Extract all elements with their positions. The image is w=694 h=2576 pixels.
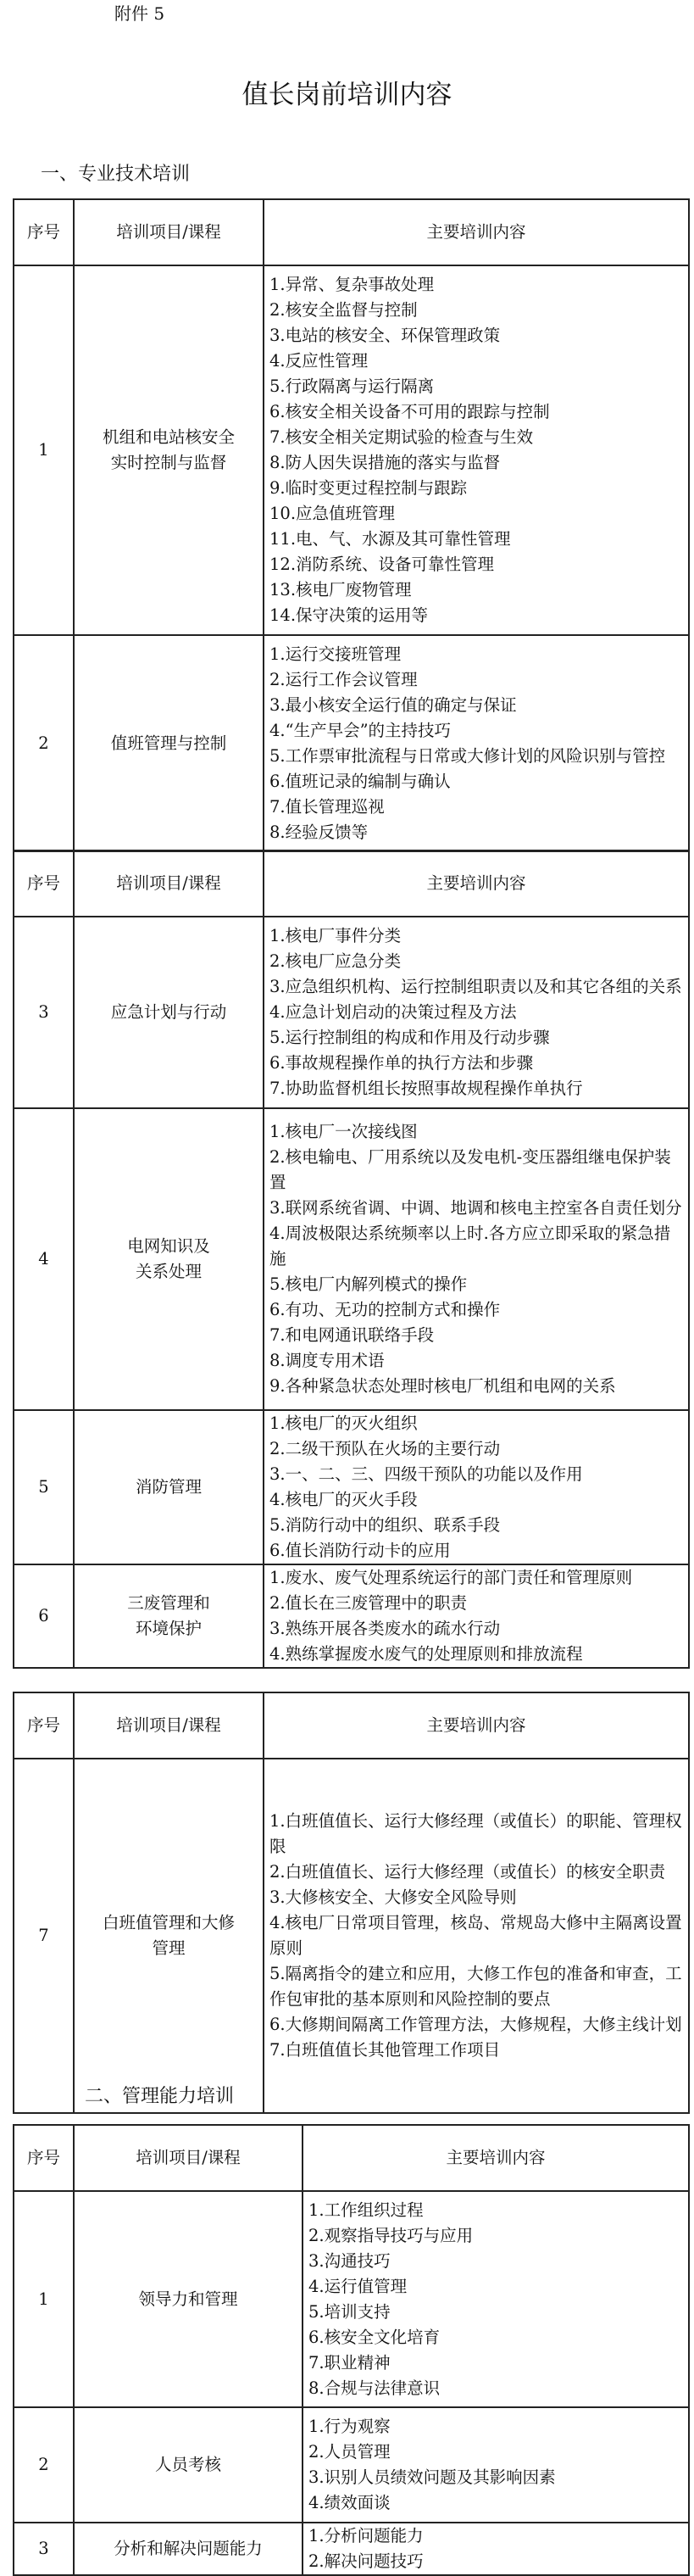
training-table-1	[13, 198, 690, 852]
content-item: 4.核电厂日常项目管理，核岛、常规岛大修中主隔离设置原则	[269, 1913, 682, 1958]
content-item: 7.值长管理巡视	[269, 796, 385, 817]
content-item: 5.消防行动中的组织、联系手段	[269, 1515, 501, 1535]
training-content	[264, 635, 689, 851]
row-number: 2	[14, 2407, 74, 2523]
content-item: 2.核电输电、厂用系统以及发电机-变压器组继电保护装置	[269, 1147, 671, 1192]
content-item: 1.分析问题能力	[308, 2526, 424, 2545]
training-item-line: 三废管理和	[127, 1593, 210, 1613]
training-item-line: 白班值管理和大修	[102, 1913, 235, 1932]
content-item: 4.熟练掌握废水废气的处理原则和排放流程	[269, 1644, 583, 1664]
content-item: 2.二级干预队在火场的主要行动	[269, 1439, 501, 1458]
content-item: 1.废水、废气处理系统运行的部门责任和管理原则	[269, 1568, 633, 1587]
content-list	[269, 642, 683, 845]
content-item: 3.应急组织机构、运行控制组职责以及和其它各组的关系	[269, 977, 682, 996]
content-item: 9.各种紧急状态处理时核电厂机组和电网的关系	[269, 1376, 616, 1396]
content-item: 2.白班值值长、运行大修经理（或值长）的核安全职责	[269, 1862, 666, 1882]
content-list	[269, 1565, 683, 1667]
table-header-row	[14, 2125, 689, 2191]
table-row	[14, 917, 689, 1108]
training-item	[74, 635, 264, 851]
training-item	[74, 2523, 303, 2575]
row-number: 4	[14, 1108, 74, 1410]
table-row	[14, 1410, 689, 1564]
content-item: 11.电、气、水源及其可靠性管理	[269, 529, 511, 549]
training-item-line: 分析和解决问题能力	[114, 2539, 263, 2558]
training-item-line: 人员考核	[154, 2455, 221, 2474]
table-row	[14, 2191, 689, 2407]
content-item: 8.经验反馈等	[269, 822, 369, 842]
content-item: 10.应急值班管理	[269, 504, 396, 523]
content-item: 12.消防系统、设备可靠性管理	[269, 555, 495, 574]
header-cell-content: 主要培训内容	[264, 1692, 689, 1759]
content-item: 7.职业精神	[308, 2352, 391, 2372]
page-title: 值长岗前培训内容	[242, 80, 452, 110]
content-item: 1.核电厂的灭火组织	[269, 1413, 418, 1433]
training-content	[303, 2191, 689, 2407]
training-content	[264, 917, 689, 1108]
content-item: 6.事故规程操作单的执行方法和步骤	[269, 1053, 534, 1073]
header-cell-no: 序号	[14, 1692, 74, 1759]
row-number: 5	[14, 1410, 74, 1564]
content-item: 4.周波极限达系统频率以上时.各方应立即采取的紧急措施	[269, 1224, 671, 1268]
row-number: 7	[14, 1759, 74, 2113]
header-cell-content: 主要培训内容	[303, 2125, 689, 2191]
content-item: 3.识别人员绩效问题及其影响因素	[308, 2467, 556, 2487]
table-row	[14, 2523, 689, 2575]
section-heading-technical: 一、专业技术培训	[41, 164, 191, 185]
content-item: 4.核电厂的灭火手段	[269, 1490, 418, 1509]
content-item: 8.调度专用术语	[269, 1351, 385, 1370]
table-header-row	[14, 850, 689, 917]
content-item: 2.值长在三废管理中的职责	[269, 1593, 468, 1613]
content-item: 5.核电厂内解列模式的操作	[269, 1274, 468, 1294]
content-item: 4.绩效面谈	[308, 2493, 391, 2512]
content-list	[269, 1119, 683, 1399]
content-item: 3.电站的核安全、环保管理政策	[269, 326, 501, 345]
content-item: 2.核安全监督与控制	[269, 300, 418, 320]
content-item: 4.“生产早会”的主持技巧	[269, 720, 452, 740]
content-item: 13.核电厂废物管理	[269, 580, 412, 599]
content-item: 3.联网系统省调、中调、地调和核电主控室各自责任划分	[269, 1198, 682, 1218]
table-row	[14, 1564, 689, 1668]
content-list	[308, 2523, 683, 2574]
content-item: 5.隔离指令的建立和应用，大修工作包的准备和审查，工作包审批的基本原则和风险控制的要点	[269, 1964, 682, 2009]
training-content	[264, 1410, 689, 1564]
content-list	[269, 272, 683, 628]
row-number: 3	[14, 917, 74, 1108]
table-row	[14, 635, 689, 851]
content-item: 1.运行交接班管理	[269, 644, 402, 664]
row-number: 6	[14, 1564, 74, 1668]
content-item: 5.培训支持	[308, 2301, 391, 2322]
training-item-line: 应急计划与行动	[110, 1002, 227, 1022]
content-item: 3.大修核安全、大修安全风险导则	[269, 1887, 517, 1907]
header-cell-content: 主要培训内容	[264, 199, 689, 265]
content-item: 2.人员管理	[308, 2442, 391, 2462]
content-item: 6.值长消防行动卡的应用	[269, 1541, 451, 1560]
content-item: 5.运行控制组的构成和作用及行动步骤	[269, 1028, 550, 1047]
training-item	[74, 265, 264, 635]
training-table-2	[13, 850, 690, 1669]
section-heading-management: 二、管理能力培训	[85, 2086, 235, 2107]
content-item: 7.和电网通讯联络手段	[269, 1325, 435, 1345]
training-item-line: 关系处理	[135, 1262, 202, 1281]
content-list	[269, 923, 683, 1101]
row-number: 1	[14, 265, 74, 635]
header-cell-item: 培训项目/课程	[74, 850, 264, 917]
training-item-line: 机组和电站核安全	[102, 427, 235, 447]
header-cell-no: 序号	[14, 850, 74, 917]
training-item-line: 电网知识及	[127, 1236, 210, 1256]
content-item: 9.临时变更过程控制与跟踪	[269, 478, 468, 498]
training-table-management	[13, 2124, 690, 2576]
content-item: 1.白班值值长、运行大修经理（或值长）的职能、管理权限	[269, 1811, 682, 1856]
content-item: 5.行政隔离与运行隔离	[269, 376, 435, 396]
training-content	[264, 1759, 689, 2113]
table-row	[14, 1759, 689, 2113]
training-content	[303, 2523, 689, 2575]
content-list	[308, 2198, 683, 2401]
content-item: 3.沟通技巧	[308, 2250, 391, 2271]
row-number: 1	[14, 2191, 74, 2407]
content-item: 2.解决问题技巧	[308, 2551, 424, 2571]
content-list	[269, 1411, 683, 1564]
annex-label: 附件 5	[114, 3, 165, 24]
content-item: 6.核安全文化培育	[308, 2327, 441, 2347]
content-item: 2.运行工作会议管理	[269, 669, 418, 689]
training-content	[303, 2407, 689, 2523]
content-item: 8.合规与法律意识	[308, 2378, 441, 2398]
content-list	[308, 2414, 683, 2516]
training-item-line: 实时控制与监督	[110, 453, 227, 472]
header-cell-content: 主要培训内容	[264, 850, 689, 917]
content-item: 6.核安全相关设备不可用的跟踪与控制	[269, 402, 550, 421]
content-item: 2.观察指导技巧与应用	[308, 2225, 474, 2245]
content-item: 1.工作组织过程	[308, 2200, 424, 2220]
content-item: 4.运行值管理	[308, 2276, 408, 2296]
content-list	[269, 1809, 683, 2063]
training-item-line: 值班管理与控制	[110, 733, 227, 753]
training-item	[74, 1759, 264, 2113]
content-item: 7.协助监督机组长按照事故规程操作单执行	[269, 1079, 583, 1098]
header-cell-no: 序号	[14, 199, 74, 265]
content-item: 4.应急计划启动的决策过程及方法	[269, 1002, 517, 1022]
training-item	[74, 2191, 303, 2407]
header-cell-item: 培训项目/课程	[74, 199, 264, 265]
content-item: 6.值班记录的编制与确认	[269, 771, 451, 791]
training-item-line: 领导力和管理	[138, 2289, 238, 2309]
training-item	[74, 2407, 303, 2523]
training-item	[74, 1108, 264, 1410]
training-item-line: 消防管理	[135, 1477, 202, 1497]
row-number: 3	[14, 2523, 74, 2575]
content-item: 6.有功、无功的控制方式和操作	[269, 1300, 501, 1319]
content-item: 8.防人因失误措施的落实与监督	[269, 453, 501, 472]
content-item: 5.工作票审批流程与日常或大修计划的风险识别与管控	[269, 745, 666, 766]
training-item-line: 管理	[152, 1938, 186, 1958]
content-item: 1.异常、复杂事故处理	[269, 275, 435, 294]
content-item: 4.反应性管理	[269, 351, 369, 371]
header-cell-item: 培训项目/课程	[74, 2125, 303, 2191]
training-content	[264, 265, 689, 635]
table-header-row	[14, 199, 689, 265]
training-content	[264, 1564, 689, 1668]
content-item: 14.保守决策的运用等	[269, 605, 429, 625]
content-item: 1.行为观察	[308, 2417, 391, 2436]
training-content	[264, 1108, 689, 1410]
training-item	[74, 1410, 264, 1564]
training-table-3	[13, 1692, 690, 2114]
table-row	[14, 265, 689, 635]
content-item: 2.核电厂应急分类	[269, 951, 402, 971]
table-row	[14, 2407, 689, 2523]
training-item-line: 环境保护	[135, 1619, 202, 1638]
content-item: 1.核电厂事件分类	[269, 926, 402, 945]
header-cell-item: 培训项目/课程	[74, 1692, 264, 1759]
content-item: 3.一、二、三、四级干预队的功能以及作用	[269, 1464, 583, 1484]
header-cell-no: 序号	[14, 2125, 74, 2191]
content-item: 6.大修期间隔离工作管理方法，大修规程，大修主线计划	[269, 2015, 682, 2034]
content-item: 3.熟练开展各类废水的疏水行动	[269, 1619, 501, 1638]
training-item	[74, 1564, 264, 1668]
content-item: 7.核安全相关定期试验的检查与生效	[269, 427, 534, 447]
content-item: 7.白班值值长其他管理工作项目	[269, 2040, 501, 2060]
training-item	[74, 917, 264, 1108]
table-header-row	[14, 1692, 689, 1759]
row-number: 2	[14, 635, 74, 851]
content-item: 3.最小核安全运行值的确定与保证	[269, 694, 517, 715]
content-item: 1.核电厂一次接线图	[269, 1122, 418, 1141]
table-row	[14, 1108, 689, 1410]
